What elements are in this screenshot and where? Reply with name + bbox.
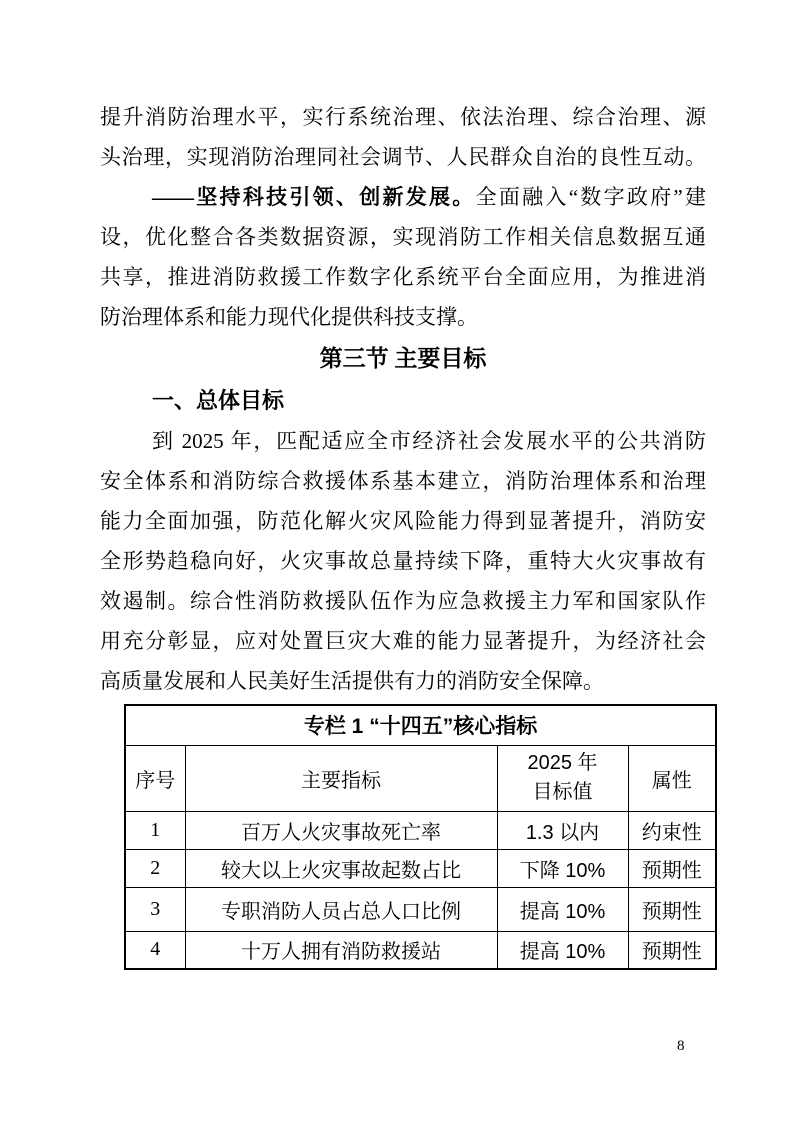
section-heading: 第三节 主要目标 bbox=[319, 346, 487, 371]
cell-indicator: 较大以上火灾事故起数占比 bbox=[185, 849, 497, 887]
cell-indicator: 十万人拥有消防救援站 bbox=[185, 931, 497, 969]
body-line: 效遏制。综合性消防救援队伍作为应急救援主力军和国家队作 bbox=[100, 589, 706, 613]
page-number: 8 bbox=[677, 1038, 685, 1054]
cell-target: 提高 10% bbox=[497, 887, 628, 931]
cell-target: 下降 10% bbox=[497, 849, 628, 887]
table-title-row bbox=[125, 705, 716, 745]
cell-attribute: 预期性 bbox=[628, 931, 716, 969]
header-attribute: 属性 bbox=[628, 745, 716, 811]
bold-lead-text: ——坚持科技引领、创新发展。 bbox=[152, 185, 476, 209]
header-indicator: 主要指标 bbox=[185, 745, 497, 811]
cell-no: 1 bbox=[125, 811, 185, 849]
body-line: 高质量发展和人民美好生活提供有力的消防安全保障。 bbox=[100, 669, 604, 693]
cell-target: 1.3 以内 bbox=[497, 811, 628, 849]
table-title: 专栏 1 “十四五”核心指标 bbox=[125, 705, 716, 745]
body-line: 安全体系和消防综合救援体系基本建立，消防治理体系和治理 bbox=[100, 469, 706, 493]
body-line: 设，优化整合各类数据资源，实现消防工作相关信息数据互通 bbox=[100, 225, 706, 249]
body-line: 头治理，实现消防治理同社会调节、人民群众自治的良性互动。 bbox=[100, 145, 706, 169]
cell-attribute: 预期性 bbox=[628, 887, 716, 931]
core-indicators-table bbox=[124, 704, 717, 970]
cell-target: 提高 10% bbox=[497, 931, 628, 969]
table-row bbox=[125, 811, 716, 849]
cell-indicator: 专职消防人员占总人口比例 bbox=[185, 887, 497, 931]
body-line-with-bold-lead bbox=[100, 177, 706, 217]
header-target-line2: 目标值 bbox=[532, 781, 593, 803]
cell-indicator: 百万人火灾事故死亡率 bbox=[185, 811, 497, 849]
body-line: 防治理体系和能力现代化提供科技支撑。 bbox=[100, 305, 478, 329]
cell-no: 4 bbox=[125, 931, 185, 969]
text-column bbox=[100, 97, 706, 970]
body-line: 共享，推进消防救援工作数字化系统平台全面应用，为推进消 bbox=[100, 265, 706, 289]
table-header-row bbox=[125, 745, 716, 811]
table-row bbox=[125, 887, 716, 931]
cell-attribute: 预期性 bbox=[628, 849, 716, 887]
table-row bbox=[125, 849, 716, 887]
lead-rest-text: 全面融入“数字政府”建 bbox=[475, 185, 706, 209]
header-target bbox=[497, 745, 628, 811]
body-line: 到 2025 年，匹配适应全市经济社会发展水平的公共消防 bbox=[152, 429, 706, 453]
body-line: 能力全面加强，防范化解火灾风险能力得到显著提升，消防安 bbox=[100, 509, 706, 533]
table-row bbox=[125, 931, 716, 969]
cell-no: 3 bbox=[125, 887, 185, 931]
body-line: 全形势趋稳向好，火灾事故总量持续下降，重特大火灾事故有 bbox=[100, 549, 706, 573]
subsection-heading: 一、总体目标 bbox=[152, 388, 285, 413]
body-line: 用充分彰显，应对处置巨灾大难的能力显著提升，为经济社会 bbox=[100, 629, 706, 653]
header-no: 序号 bbox=[125, 745, 185, 811]
body-line: 提升消防治理水平，实行系统治理、依法治理、综合治理、源 bbox=[100, 105, 706, 129]
cell-no: 2 bbox=[125, 849, 185, 887]
cell-attribute: 约束性 bbox=[628, 811, 716, 849]
header-target-line1: 2025 年 bbox=[527, 752, 598, 774]
